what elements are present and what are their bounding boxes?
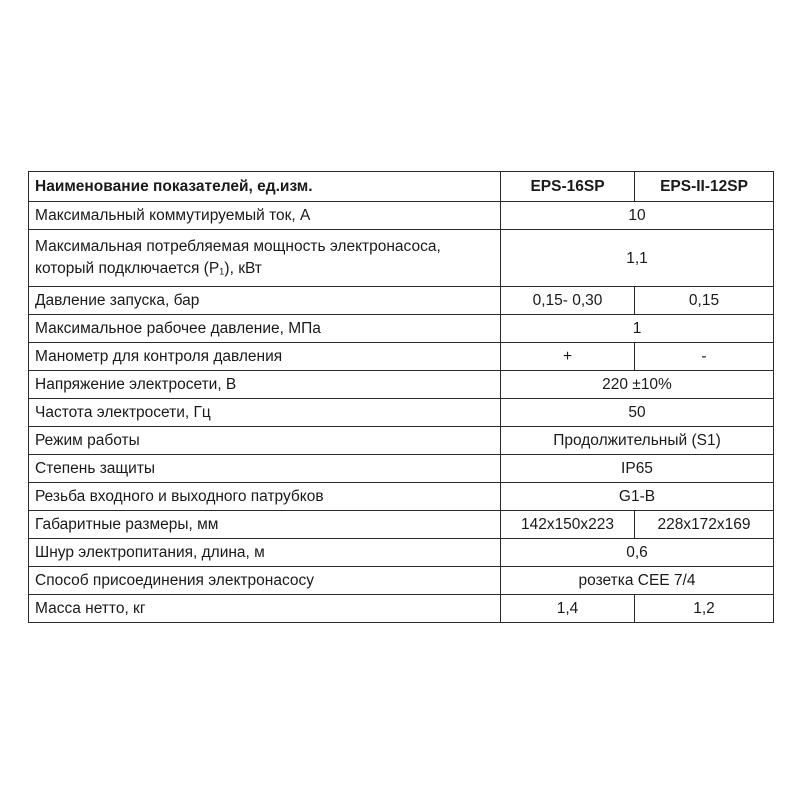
param-value-eps-ii-12sp: 228x172x169: [635, 511, 774, 539]
table-row: [29, 483, 774, 511]
param-value-shared: Продолжительный (S1): [501, 427, 774, 455]
param-name: Манометр для контроля давления: [29, 343, 501, 371]
param-value-eps-16sp: 0,15- 0,30: [501, 287, 635, 315]
param-value-eps-16sp: +: [501, 343, 635, 371]
param-value-eps-16sp: 1,4: [501, 595, 635, 623]
param-name: Максимальный коммутируемый ток, А: [29, 202, 501, 230]
param-value-eps-ii-12sp: -: [635, 343, 774, 371]
param-name: Максимальное рабочее давление, МПа: [29, 315, 501, 343]
param-value-eps-16sp: 142x150x223: [501, 511, 635, 539]
param-name: Резьба входного и выходного патрубков: [29, 483, 501, 511]
table-row: [29, 230, 774, 287]
table-row: [29, 315, 774, 343]
header-model-eps-16sp: EPS-16SP: [501, 172, 635, 202]
param-value-eps-ii-12sp: 0,15: [635, 287, 774, 315]
param-name: Напряжение электросети, В: [29, 371, 501, 399]
param-name: Максимальная потребляемая мощность электронасоса, который подключается (P₁), кВт: [29, 230, 501, 287]
param-name: Степень защиты: [29, 455, 501, 483]
param-value-eps-ii-12sp: 1,2: [635, 595, 774, 623]
param-name: Масса нетто, кг: [29, 595, 501, 623]
table-row: [29, 399, 774, 427]
header-parameter-name: Наименование показателей, ед.изм.: [29, 172, 501, 202]
table-row: [29, 511, 774, 539]
table-row: [29, 343, 774, 371]
param-value-shared: 220 ±10%: [501, 371, 774, 399]
header-model-eps-ii-12sp: EPS-II-12SP: [635, 172, 774, 202]
table-row: [29, 287, 774, 315]
param-name: Шнур электропитания, длина, м: [29, 539, 501, 567]
table-row: [29, 202, 774, 230]
param-name: Способ присоединения электронасосу: [29, 567, 501, 595]
param-name: Частота электросети, Гц: [29, 399, 501, 427]
header-row: [29, 172, 774, 202]
param-value-shared: 1: [501, 315, 774, 343]
table-row: [29, 371, 774, 399]
spec-table: [28, 171, 774, 623]
param-name: Режим работы: [29, 427, 501, 455]
table-row: [29, 427, 774, 455]
param-value-shared: G1-B: [501, 483, 774, 511]
param-name: Габаритные размеры, мм: [29, 511, 501, 539]
param-value-shared: IP65: [501, 455, 774, 483]
table-row: [29, 455, 774, 483]
param-value-shared: 50: [501, 399, 774, 427]
param-name: Давление запуска, бар: [29, 287, 501, 315]
param-value-shared: 10: [501, 202, 774, 230]
param-value-shared: 0,6: [501, 539, 774, 567]
table-row: [29, 567, 774, 595]
table-row: [29, 595, 774, 623]
param-value-shared: розетка CEE 7/4: [501, 567, 774, 595]
table-row: [29, 539, 774, 567]
param-value-shared: 1,1: [501, 230, 774, 287]
